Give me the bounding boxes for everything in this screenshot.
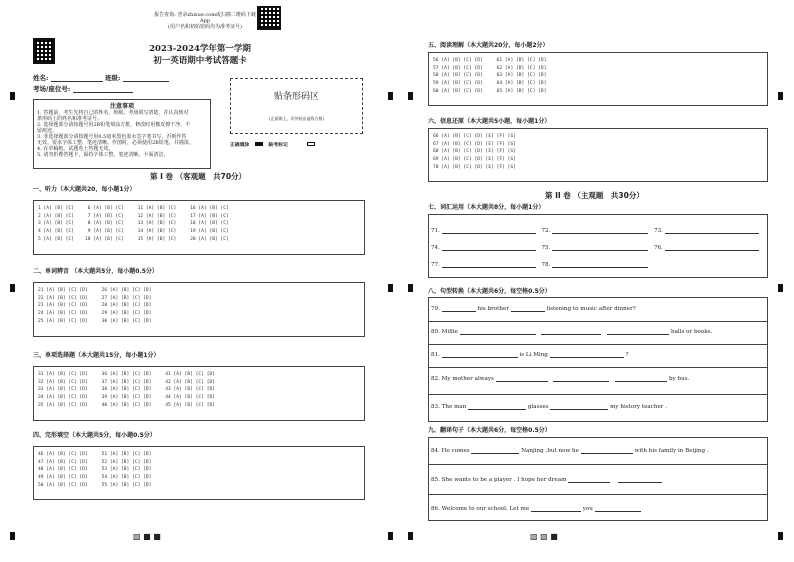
- timing-mark: [778, 92, 783, 100]
- note-line: 留痕迹。: [37, 128, 58, 134]
- seat-label: 考场/座位号:: [33, 85, 71, 93]
- name-field[interactable]: [51, 75, 103, 82]
- section-phonics-title: 二、单词辨音 （本大题共5分，每小题0.5分）: [33, 268, 158, 275]
- q80-blank2[interactable]: [541, 329, 601, 335]
- answer-row[interactable]: 33 [A] [B] [C] [D] 38 [A] [B] [C] [D] 43 [A] [B] [C] [D]: [38, 387, 216, 393]
- q79-blank1[interactable]: [442, 306, 476, 312]
- q78-num: 78.: [541, 262, 551, 268]
- barcode-area: [230, 78, 363, 134]
- answer-row[interactable]: 5 [A] [B] [C] 10 [A] [B] [C] 15 [A] [B] [C] 20 [A] [B] [C]: [38, 236, 229, 242]
- q84-blank2[interactable]: [581, 448, 633, 454]
- section-transform-title: 八、句型转换（本大题共6分，每空格0.5分）: [428, 288, 551, 295]
- seat-field[interactable]: [73, 86, 133, 93]
- q79-num: 79.: [431, 306, 440, 312]
- page-mark: ▧ ▧ ■: [530, 532, 558, 541]
- answer-row[interactable]: 68 [A] [B] [C] [D] [E] [F] [G]: [433, 149, 516, 155]
- cloze-box: [33, 446, 365, 500]
- missing-label: 缺考标记: [268, 143, 288, 148]
- q81-tail: ?: [625, 352, 629, 358]
- notes-box: [33, 99, 211, 169]
- answer-row[interactable]: 56 [A] [B] [C] [D] 61 [A] [B] [C] [D]: [433, 58, 547, 63]
- answer-row[interactable]: 3 [A] [B] [C] 8 [A] [B] [C] 13 [A] [B] [C] 18 [A] [B] [C]: [38, 221, 229, 227]
- timing-mark: [10, 284, 15, 292]
- qr-code-icon: [33, 38, 55, 64]
- answer-row[interactable]: 31 [A] [B] [C] [D] 36 [A] [B] [C] [D] 41 [A] [B] [C] [D]: [38, 372, 216, 377]
- q71-answer[interactable]: [442, 228, 536, 234]
- row-divider: [429, 394, 767, 395]
- timing-mark: [778, 284, 783, 292]
- q84-num: 84. He comes: [431, 448, 470, 454]
- class-field[interactable]: [123, 75, 169, 82]
- q82-blank1[interactable]: [496, 376, 548, 382]
- answer-row[interactable]: 50 [A] [B] [C] [D] 55 [A] [B] [C] [D]: [38, 482, 152, 488]
- transform-box: [428, 297, 768, 422]
- missing-mark-checkbox[interactable]: [307, 142, 315, 146]
- part1-title: 第 I 卷 （客观题 共70分）: [150, 172, 247, 181]
- q85-blank1[interactable]: [568, 477, 610, 483]
- note-line: 2. 选择题部分请按题号用2B铅笔填涂方框，修改时用橡皮擦干净，不: [37, 122, 191, 128]
- answer-row[interactable]: 35 [A] [B] [C] [D] 40 [A] [B] [C] [D] 45 [A] [B] [C] [D]: [38, 402, 216, 408]
- q80-num: 80. Millie: [431, 329, 458, 335]
- q82-blank3[interactable]: [615, 376, 667, 382]
- q84-tail: with his family in Beijing .: [634, 448, 709, 454]
- page-mark: ▧ ■ ■: [133, 532, 161, 541]
- q82-blank2[interactable]: [553, 376, 609, 382]
- q72-num: 72.: [541, 228, 551, 234]
- exam-title-year: 2023-2024学年第一学期: [149, 44, 251, 54]
- exam-title: 初一英语期中考试答题卡: [153, 56, 247, 66]
- listening-box: [33, 200, 365, 255]
- answer-row[interactable]: 67 [A] [B] [C] [D] [E] [F] [G]: [433, 141, 516, 147]
- filled-mark-icon: [255, 142, 263, 146]
- answer-row[interactable]: 46 [A] [B] [C] [D] 51 [A] [B] [C] [D]: [38, 452, 152, 457]
- note-line: 3. 非选择题部分请按题号用0.5毫米黑色墨水签字笔书写，否则作答: [37, 134, 187, 140]
- q83-text: glasses: [527, 404, 549, 410]
- timing-mark: [388, 284, 393, 292]
- vocab-box: [428, 214, 768, 278]
- q82-tail: by bus.: [669, 376, 690, 382]
- q78-answer[interactable]: [552, 262, 648, 268]
- q75-num: 75.: [541, 245, 551, 251]
- barcode-label: 贴条形码区: [273, 92, 319, 102]
- q86-blank2[interactable]: [595, 506, 641, 512]
- q76-answer[interactable]: [665, 245, 759, 251]
- answer-row[interactable]: 47 [A] [B] [C] [D] 52 [A] [B] [C] [D]: [38, 459, 152, 465]
- q83-tail: my history teacher .: [610, 404, 668, 410]
- timing-mark: [388, 532, 393, 540]
- q81-num: 81.: [431, 352, 440, 358]
- timing-mark: [408, 284, 413, 292]
- note-line: 5. 请勿折叠答题卡，保持字体工整、笔迹清晰、卡面清洁。: [37, 152, 169, 158]
- section-vocab-title: 七、词汇运用（本大题共8分，每小题1分）: [428, 204, 545, 211]
- notes-heading: 注意事项: [109, 103, 134, 110]
- answer-row[interactable]: 21 [A] [B] [C] [D] 26 [A] [B] [C] [D]: [38, 288, 152, 293]
- row-divider: [429, 344, 767, 345]
- fill-example-label: 正确填涂: [230, 143, 250, 148]
- note-line: 无效。要求字体工整、笔迹清晰。作图时，必须使用2B铅笔，并描浓。: [37, 140, 194, 146]
- part2-title: 第 II 卷 （主观题 共30分）: [545, 191, 644, 200]
- answer-row[interactable]: 22 [A] [B] [C] [D] 27 [A] [B] [C] [D]: [38, 295, 152, 301]
- phonics-options[interactable]: [38, 287, 151, 326]
- class-label: 班级:: [104, 74, 121, 82]
- row-divider: [429, 367, 767, 368]
- q85-blank2[interactable]: [618, 477, 662, 483]
- q83-blank2[interactable]: [550, 404, 608, 410]
- choice-options[interactable]: [38, 371, 215, 410]
- q86-blank1[interactable]: [531, 506, 581, 512]
- info-box: [428, 128, 768, 182]
- q75-answer[interactable]: [552, 245, 648, 251]
- answer-row[interactable]: 60 [A] [B] [C] [D] 65 [A] [B] [C] [D]: [433, 88, 547, 94]
- answer-row[interactable]: 32 [A] [B] [C] [D] 37 [A] [B] [C] [D] 42 [A] [B] [C] [D]: [38, 379, 216, 385]
- note-line: 条形码上的姓名和准考证号。: [37, 116, 103, 122]
- answer-row[interactable]: 66 [A] [B] [C] [D] [E] [F] [G]: [433, 134, 516, 139]
- q80-blank3[interactable]: [607, 329, 669, 335]
- timing-mark: [388, 92, 393, 100]
- report-notice-sub: (用户名和初始密码均为准考证号): [168, 24, 242, 30]
- q81-blank1[interactable]: [442, 352, 518, 358]
- q76-num: 76.: [653, 245, 663, 251]
- report-notice: 报告查询: 登录zhixue.com或扫描二维码下载App: [154, 12, 256, 24]
- section-choice-title: 三、单项选择题（本大题共15分，每小题1分）: [33, 352, 160, 359]
- q80-blank1[interactable]: [460, 329, 536, 335]
- timing-mark: [10, 92, 15, 100]
- choice-box: [33, 366, 365, 421]
- q83-num: 83. The man: [431, 404, 467, 410]
- answer-row[interactable]: 57 [A] [B] [C] [D] 62 [A] [B] [C] [D]: [433, 65, 547, 71]
- q86-text: 86. Welcome to our school. Let me: [431, 506, 530, 512]
- answer-row[interactable]: 24 [A] [B] [C] [D] 29 [A] [B] [C] [D]: [38, 311, 152, 317]
- row-divider: [429, 494, 767, 495]
- answer-row[interactable]: 58 [A] [B] [C] [D] 63 [A] [B] [C] [D]: [433, 73, 547, 79]
- q82-num: 82. My mother always: [431, 376, 494, 382]
- name-label: 姓名:: [33, 74, 49, 82]
- q74-num: 74.: [431, 245, 440, 251]
- q73-num: 73.: [653, 228, 663, 234]
- q73-answer[interactable]: [665, 228, 759, 234]
- section-listening-title: 一、听力（本大题共20，每小题1分）: [33, 186, 136, 193]
- answer-row[interactable]: 1 [A] [B] [C] 6 [A] [B] [C] 11 [A] [B] [C] 16 [A] [B] [C]: [38, 206, 229, 211]
- reading-options[interactable]: [433, 57, 546, 96]
- barcode-note: (正面朝上，切勿贴出虚线方框): [268, 116, 325, 121]
- q83-blank1[interactable]: [468, 404, 526, 410]
- answer-row[interactable]: 4 [A] [B] [C] 9 [A] [B] [C] 14 [A] [B] [C] 19 [A] [B] [C]: [38, 229, 229, 235]
- row-divider: [429, 321, 767, 322]
- answer-row[interactable]: 25 [A] [B] [C] [D] 30 [A] [B] [C] [D]: [38, 318, 152, 324]
- answer-row[interactable]: 59 [A] [B] [C] [D] 64 [A] [B] [C] [D]: [433, 81, 547, 87]
- reading-box: [428, 52, 768, 106]
- timing-mark: [408, 92, 413, 100]
- q77-num: 77.: [431, 262, 440, 268]
- timing-mark: [10, 532, 15, 540]
- section-info-title: 六、信息还原（本大题共5小题，每小题1分）: [428, 118, 551, 125]
- notes-list: [34, 110, 210, 158]
- timing-mark: [778, 532, 783, 540]
- section-translate-title: 九、翻译句子（本大题共6分，每空格0.5分）: [428, 427, 551, 434]
- q85-text: 85. She wants to be a player . I hope her dream: [431, 477, 567, 483]
- row-divider: [429, 464, 767, 465]
- q84-blank1[interactable]: [471, 448, 519, 454]
- q71-num: 71.: [431, 228, 440, 234]
- section-reading-title: 五、阅读理解（本大题共20分，每小题2分）: [428, 42, 549, 49]
- section-cloze-title: 四、完形填空（本大题共5分，每小题0.5分）: [33, 432, 156, 439]
- q80-tail: balls or books.: [671, 329, 713, 335]
- answer-row[interactable]: 69 [A] [B] [C] [D] [E] [F] [G]: [433, 157, 516, 163]
- info-options[interactable]: [433, 133, 516, 172]
- answer-row[interactable]: 23 [A] [B] [C] [D] 28 [A] [B] [C] [D]: [38, 303, 152, 309]
- answer-row[interactable]: 34 [A] [B] [C] [D] 39 [A] [B] [C] [D] 44 [A] [B] [C] [D]: [38, 395, 216, 401]
- cloze-options[interactable]: [38, 451, 151, 490]
- q84-text: Nanjing ,but now he: [521, 448, 579, 454]
- q79-text: his brother: [477, 306, 509, 312]
- q72-answer[interactable]: [552, 228, 648, 234]
- answer-row[interactable]: 48 [A] [B] [C] [D] 53 [A] [B] [C] [D]: [38, 467, 152, 473]
- qr-code-icon: [257, 6, 281, 30]
- q79-blank2[interactable]: [511, 306, 545, 312]
- answer-row[interactable]: 70 [A] [B] [C] [D] [E] [F] [G]: [433, 164, 516, 170]
- q81-text: is Li Ming: [519, 352, 548, 358]
- q74-answer[interactable]: [442, 245, 536, 251]
- answer-row[interactable]: 49 [A] [B] [C] [D] 54 [A] [B] [C] [D]: [38, 475, 152, 481]
- answer-row[interactable]: 2 [A] [B] [C] 7 [A] [B] [C] 12 [A] [B] [C] 17 [A] [B] [C]: [38, 213, 229, 219]
- listening-options[interactable]: [38, 205, 229, 244]
- note-line: 1. 答题前，考生先将自己的姓名、班级、考场填写清楚，并认真核对: [37, 110, 189, 116]
- note-line: 4. 在草稿纸、试题卷上答题无效。: [37, 146, 114, 152]
- timing-mark: [408, 532, 413, 540]
- phonics-box: [33, 282, 365, 337]
- translate-box: [428, 437, 768, 521]
- q86-mid: you: [582, 506, 593, 512]
- q81-blank2[interactable]: [550, 352, 624, 358]
- q79-tail: listening to music after dinner?: [546, 306, 636, 312]
- q77-answer[interactable]: [442, 262, 536, 268]
